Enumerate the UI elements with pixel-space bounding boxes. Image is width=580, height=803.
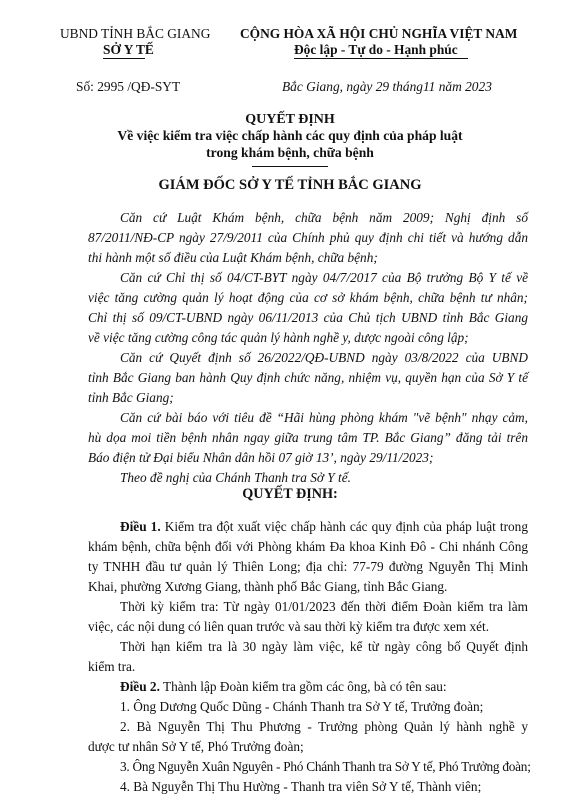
article-1-line: ty TNHH đầu tư quản lý Thiên Long; địa chỉ: 77-79 đường Nguyễn Thị Minh: [88, 559, 528, 574]
preamble: [88, 208, 528, 488]
motto-underline: [294, 58, 468, 59]
member-line: 1. Ông Dương Quốc Dũng - Chánh Thanh tra Sở Y tế, Trưởng đoàn;: [120, 699, 484, 714]
inspection-duration-line: kiểm tra.: [88, 659, 136, 674]
issuing-authority: GIÁM ĐỐC SỞ Y TẾ TỈNH BẮC GIANG: [158, 177, 422, 193]
preamble-line: Chỉ thị số 09/CT-UBND ngày 06/11/2013 của Chủ tịch UBND tỉnh Bắc Giang: [88, 310, 528, 325]
inspection-duration: [88, 637, 528, 657]
inspection-period: [88, 597, 528, 617]
preamble-item: [88, 348, 528, 368]
article-1-label: Điều 1.: [120, 519, 161, 534]
preamble-line: Căn cứ Quyết định số 26/2022/QĐ-UBND ngày 03/8/2022 của UBND: [120, 350, 528, 365]
member-line: 4. Bà Nguyễn Thị Thu Hường - Thanh tra viên Sở Y tế, Thành viên;: [120, 779, 482, 794]
inspection-period-line: Thời kỳ kiểm tra: Từ ngày 01/01/2023 đến thời điểm Đoàn kiểm tra làm: [120, 599, 528, 614]
national-title: CỘNG HÒA XÃ HỘI CHỦ NGHĨA VIỆT NAM: [240, 26, 518, 41]
preamble-line: Báo điện tử Đại biểu Nhân dân hồi 07 giờ 13’, ngày 29/11/2023;: [88, 450, 434, 465]
preamble-item: [88, 468, 528, 488]
member-item: [88, 777, 528, 797]
article-1: [88, 517, 528, 537]
inspection-period-line: việc, các nội dung có liên quan trước và sau thời kỳ kiểm tra được xem xét.: [88, 619, 490, 634]
issuer-underline: [103, 58, 145, 59]
article-2-label: Điều 2.: [120, 679, 160, 694]
article-1-text: Kiểm tra đột xuất việc chấp hành các quy định của pháp luật trong: [160, 519, 528, 534]
national-motto: Độc lập - Tự do - Hạnh phúc: [294, 42, 458, 57]
preamble-line: thi hành một số điều của Luật Khám bệnh, chữa bệnh;: [88, 250, 378, 265]
preamble-line: 87/2011/NĐ-CP ngày 27/9/2011 của Chính phủ quy định chi tiết và hướng dẫn: [88, 230, 528, 245]
preamble-line: về việc tăng cường công tác quản lý hành nghề y, dược ngoài công lập;: [88, 330, 469, 345]
issuer-parent: UBND TỈNH BẮC GIANG: [60, 26, 211, 41]
decision-subject-line1: Về việc kiểm tra việc chấp hành các quy định của pháp luật: [117, 128, 463, 143]
decision-title: QUYẾT ĐỊNH: [245, 112, 335, 127]
article-1-line: khám bệnh, chữa bệnh đối với Phòng khám Đa khoa Kinh Đô - Chi nhánh Công: [88, 539, 528, 554]
article-1-line: Khai, phường Xương Giang, thành phố Bắc Giang, tỉnh Bắc Giang.: [88, 579, 448, 594]
article-1-line: [88, 517, 528, 537]
article-2-intro: Thành lập Đoàn kiểm tra gồm các ông, bà có tên sau:: [159, 679, 447, 694]
preamble-line: Căn cứ Chỉ thị số 04/CT-BYT ngày 04/7/2017 của Bộ trưởng Bộ Y tế về: [120, 270, 528, 285]
preamble-line: Căn cứ bài báo với tiêu đề “Hãi hùng phòng khám "vẽ bệnh" nhạy cảm,: [120, 410, 528, 425]
decision-heading: QUYẾT ĐỊNH:: [242, 486, 338, 502]
member-item: [88, 697, 528, 717]
document-number: Số: 2995 /QĐ-SYT: [76, 79, 181, 94]
preamble-line: hù dọa moi tiền bệnh nhân ngay giữa trung tâm TP. Bắc Giang” đăng tải trên: [88, 430, 528, 445]
article-2-line: [88, 677, 528, 697]
decision-subject-line2: trong khám bệnh, chữa bệnh: [206, 145, 374, 160]
issuer-name: SỞ Y TẾ: [103, 42, 154, 57]
preamble-item: [88, 208, 528, 228]
place-date: Bắc Giang, ngày 29 tháng11 năm 2023: [282, 79, 492, 94]
article-2: [88, 677, 528, 697]
preamble-line: tỉnh Bắc Giang ban hành Quy định chức năng, nhiệm vụ, quyền hạn của Sở Y tế: [88, 370, 528, 385]
member-item: [88, 717, 528, 737]
member-line: 2. Bà Nguyễn Thị Thu Phương - Trưởng phòng Quản lý hành nghề y: [120, 719, 528, 734]
inspection-duration-line: Thời hạn kiểm tra là 30 ngày làm việc, kể từ ngày công bố Quyết định: [120, 639, 528, 654]
member-line: 3. Ông Nguyễn Xuân Nguyên - Phó Chánh Thanh tra Sở Y tế, Phó Trưởng đoàn;: [120, 759, 531, 774]
preamble-line: Căn cứ Luật Khám bệnh, chữa bệnh năm 2009; Nghị định số: [120, 210, 528, 225]
preamble-line: Theo đề nghị của Chánh Thanh tra Sở Y tế.: [120, 470, 351, 485]
subject-underline: [252, 166, 328, 167]
member-line: dược tư nhân Sở Y tế, Phó Trưởng đoàn;: [88, 739, 304, 754]
preamble-item: [88, 268, 528, 288]
member-item: [88, 757, 531, 777]
decision-body: [88, 517, 531, 797]
preamble-item: [88, 408, 528, 428]
preamble-line: tỉnh Bắc Giang;: [88, 390, 174, 405]
preamble-line: việc tăng cường quản lý hoạt động của cơ sở khám bệnh, chữa bệnh tư nhân;: [88, 290, 528, 305]
